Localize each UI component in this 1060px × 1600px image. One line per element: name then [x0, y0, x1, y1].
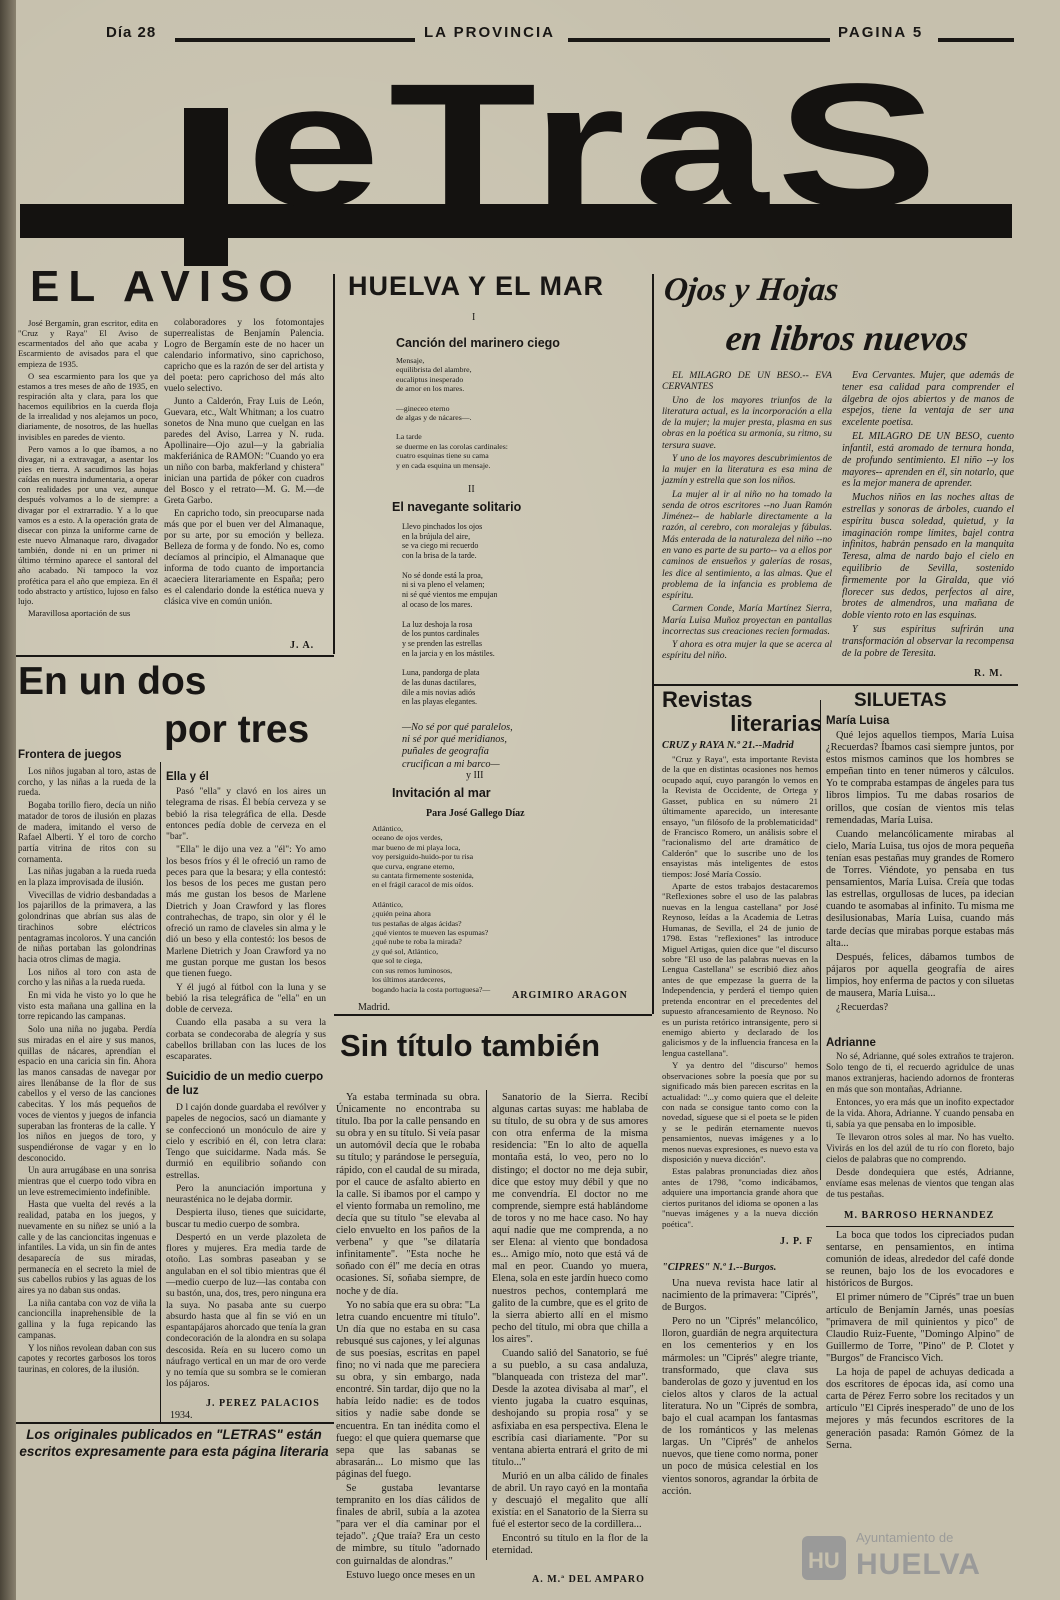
endos-column-2b	[166, 1102, 326, 1392]
poem-line: de algas y de nácares—.	[396, 413, 472, 423]
revistas-entry-2	[662, 1278, 818, 1500]
header-rule-1	[175, 38, 415, 42]
poem-line: su cantata firmemente sostenida,	[372, 871, 474, 881]
endos-signature: J. PEREZ PALACIOS	[206, 1398, 320, 1409]
poem-line: que curva, engrane eterno,	[372, 861, 455, 871]
revistas-title-line-2: literarias	[730, 711, 822, 736]
rule-endos-bottom	[16, 1422, 334, 1424]
endos-column-1	[18, 766, 156, 1377]
stanza-gap	[396, 422, 646, 432]
rule-huelva-bottom	[334, 1014, 652, 1016]
column-rule-sintitulo	[486, 1090, 487, 1560]
huelva-section-1-number: I	[472, 312, 476, 323]
paragraph: Las niñas jugaban a la rueda rueda en la plaza improvisada de ilusión.	[18, 866, 156, 888]
revistas-entry-1	[662, 754, 818, 1231]
siluetas-signature: M. BARROSO HERNANDEZ	[844, 1210, 995, 1221]
poem-line: ¿y qué sol, Atlántico,	[372, 946, 439, 956]
header-rule-2	[568, 38, 830, 42]
paragraph: "Ella" le dijo una vez a "él": Yo amo los besos fríos y él le ofreció un ramo de peces para que la besara; y ella contestó: los besos de los peces me gustan pero más me gustan los besos de Marlene Dietrich y Joan Crawford y las flores contrahechas, de trapo, sin olor y él le ofreció un ramo de claveles sin alma y le dió un beso y ella contestó: los besos de Marlene Dietrich y Joan Crawford ya no me gustan porque me gustan los besos que tienen fuego.	[166, 844, 326, 980]
siluetas-continuation-text	[826, 1230, 1014, 1454]
poem-line: oceano de ojos verdes,	[372, 833, 443, 843]
paragraph: Uno de los mayores triunfos de la literatura actual, es la incorporación a ella de la mujer; la mujer presta, plasma en sus obras en la poética su armonía, su ritmo, su tersura suave.	[662, 394, 832, 451]
poem-line: dile a mis novias adiós	[402, 687, 476, 697]
paragraph: Junto a Calderón, Fray Luis de León, Guevara, etc., Walt Whitman; a los cuatro sonetos de Nna muno que cuelgan en las paredes del Aviso, Larrea y N. ruda. Apollinaire—Ojo azul—y la gabrialia makferiánica de RAMON: "Cuando yo era un niño con barba, makferland y chistera" inician una partida de póker con cuadros del Bosco y el retrato—M. G. M.—de Greta Garbo.	[164, 396, 324, 506]
masthead-letras	[16, 58, 1016, 268]
poem-line: voy persiguido-huido-por tu risa	[372, 852, 474, 862]
huelva-section-3-title: Invitación al mar	[392, 786, 491, 800]
paragraph: Te llevaron otros soles al mar. No has vuelto. Vivirás en los del azúl de tu río con floreto, bajo cielos de palabras que no comprendo.	[826, 1132, 1014, 1165]
paragraph: Entonces, yo era más que un inofito expectador de la vida. Ahora, Adrianne. Y cuando pensaba en ti, sabía ya que pensaba en lo imposible.	[826, 1097, 1014, 1130]
paragraph: Se gustaba levantarse tempranito en los días cálidos de finales de abril, subía a la azotea "para ver el día caminar por el tejado". ¿Que traía? Era un cesto de mimbre, su título "adornado con guirnaldas de alondras."	[336, 1483, 480, 1567]
poem-line: crucifican a mi barco—	[402, 758, 500, 770]
paragraph: colaboradores y los fotomontajes superrealistas de Benjamín Palencia. Logro de Bergamín este de no hacer un calendario informativo, sino caprichoso, capricho que es la razón de ser del artista y del poeta: pero caprichoso del más alto vuelo selectivo.	[164, 318, 324, 394]
endos-subtitle-frontera: Frontera de juegos	[18, 749, 122, 761]
ojos-title-line-2: en libros nuevos	[723, 318, 971, 358]
watermark-line-2: HUELVA	[856, 1548, 981, 1581]
poem-line: mar bueno de mi playa loca,	[372, 842, 461, 852]
paragraph: Desde dondequiera que estés, Adrianne, envíame esas melenas de vientos que tengan alas de tus pestañas.	[826, 1167, 1014, 1200]
revistas-entry-1-head: CRUZ y RAYA N.º 21.--Madrid	[662, 740, 794, 751]
poem-line: en la jarcia y en los mástiles.	[402, 648, 495, 658]
huelva-poem-2-coda	[402, 722, 647, 771]
poem-line: de amor en los mares.	[396, 384, 465, 394]
paragraph: Cuando ella pasaba a su vera la corbata se condecoraba de alegría y sus cabellos brillaban con las luces de los escaparates.	[166, 1017, 326, 1063]
paragraph: Un aura arrugábase en una sonrisa mientras que el cuerpo todo vibra en un leve estremecimiento indefinible.	[18, 1165, 156, 1197]
column-rule-middle	[652, 274, 654, 1014]
paragraph: Carmen Conde, María Martínez Sierra, María Luisa Muñoz proyectan en pantallas incorrectas sus creaciones recien formadas.	[662, 603, 832, 637]
paragraph: Despertó en un verde plazoleta de flores y mujeres. Era media tarde de otoño. Las sombras paseaban y se angulaban en el sol tibio mientras que él—medio cuerpo de luz—las contaba con su bastón, una, dos, tres, pero ninguna era la suya. No pasaba ante su cuerpo absurdo hasta que al fin se vió en un espantapájaros ahorcado que tenía la gran condecoración de la alondra en su solapa descosida. Reía en su lucero como un náufrago vertical en un mar de oro verde y no temía que su sombra se le comieran los pájaros.	[166, 1231, 326, 1390]
huelva-poem-2	[402, 522, 647, 717]
stanza-gap	[396, 394, 646, 404]
el-aviso-title: EL AVISO	[30, 262, 302, 311]
poem-line: en la brújula del aire,	[402, 531, 471, 541]
poem-line: Atlántico,	[372, 824, 403, 833]
poem-line: Atlántico,	[372, 899, 403, 909]
huelva-place: Madrid.	[358, 1002, 390, 1013]
huelva-title: HUELVA Y EL MAR	[348, 271, 605, 301]
el-aviso-signature: J. A.	[290, 640, 315, 651]
poem-line: ni sé por qué meridianos,	[402, 734, 507, 746]
siluetas-title: SILUETAS	[854, 690, 947, 711]
header-newspaper: LA PROVINCIA	[424, 24, 555, 41]
paragraph: EL MILAGRO DE UN BESO.-- EVA CERVANTES	[662, 370, 832, 393]
el-aviso-column-1	[18, 318, 158, 620]
poem-line: se va ciego mi recuerdo	[402, 541, 479, 551]
paragraph: Encontró su título en la flor de la eternidad.	[492, 1533, 648, 1557]
poem-line: ¿qué vientos te mueven las espumas?	[372, 928, 489, 938]
paragraph: Bogaba torillo fiero, decía un niño matador de toros de ilusión en plazas de madera, imitando el verso de Rafael Alberti. Y el toro de corcho partía vitrina de ritos con su cornamenta.	[18, 800, 156, 864]
siluetas-rule	[826, 1226, 1014, 1227]
huelva-poem-3	[372, 824, 642, 1004]
paragraph: La niña cantaba con voz de viña la cancioncilla inaprehensible de la gallina y la fuga repicando las campanas.	[18, 1297, 156, 1340]
poem-line: Luna, pandorga de plata	[402, 668, 480, 678]
header-day: Día 28	[106, 24, 157, 41]
revistas-entry-2-head: "CIPRES" N.º 1.--Burgos.	[662, 1262, 777, 1273]
paragraph: Vivecillas de vidrio desbandadas a los pajarillos de la primavera, a las golondrinas que abrían sus alas de tirachinos sobre eléctricos pentagramas incoloros. Y una canción de niñas portaban las golondrinas hacia otros climas de magia.	[18, 889, 156, 964]
huelva-signature: ARGIMIRO ARAGON	[512, 990, 628, 1001]
poem-line: equilibrista del alambre,	[396, 365, 472, 375]
poem-line: se duerme en las corolas cardinales:	[396, 441, 508, 451]
header-page: PAGINA 5	[838, 24, 924, 41]
paragraph: Pasó "ella" y clavó en los aires un telegrama de risas. Él bebía cerveza y se bebió la risa telegráfica de ella. Desde entonces pedía doble de cerveza en el "bar".	[166, 786, 326, 843]
paragraph: Maravillosa aportación de sus	[28, 607, 131, 618]
ojos-signature: R. M.	[974, 668, 1004, 679]
rule-aviso-bottom	[16, 655, 334, 657]
poem-line: en las playas elegantes.	[402, 697, 478, 707]
huelva-section-2-title: El navegante solitario	[392, 500, 522, 514]
poem-line: con sus remos luminosos,	[372, 965, 453, 975]
paragraph: Hasta que vuelta del revés a la realidad, pataba en los juegos, y nuevamente en su niñez se unió a la calle y de las cancioncitas ingenuas e infantiles. La vida, un sin fin de antes desaparecía de sus miradas, permanecía en el secreto la miel de sus cabellos rubios y las aguas de los aires ya no daban sus ondas.	[18, 1199, 156, 1296]
sintitulo-column-1	[336, 1092, 480, 1584]
paragraph: Y los niños revolean daban con sus capotes y recortes garbosos los toros taurinas, en colores, de la ilusión.	[18, 1342, 156, 1374]
poem-line: —gineceo eterno	[396, 403, 450, 413]
paragraph: Aparte de estos trabajos destacaremos "Reflexiones sobre el uso de las palabras nuevas en la lengua castellana" por José Reynoso, leídas a la Academia de Letras Humanas, de Sevilla, el 24 de junio de 1798. Estas "reflexiones" las introduce Miguel Artigas, quien dice que "el discurso sobre "El uso de las palabras nuevas en la Lengua Castellana" se escribió diez años antes de que empezase la guerra de la Independencia, y perderá el tiempo quien pretenda encontrar en el precedentes del supuesto afrancesamiento de Reynoso. No es un purista retórico intransigente, pero si enemigo abierto y declarado de los galicismos y de la influencia francesa en la lengua castellana".	[662, 881, 818, 1058]
paragraph: Y ya dentro del "discurso" hemos observaciones sobre la poesía que por su significado más bien parecen escritas en la actualidad: "...y como quiera que el deleite con nada se consigue tanto como con la novedad, síguese que si el poeta se le piden y se le pedirán eternamente nuevos pensamientos, nuevas imágenes y a lo menos nuevas expresiones, es nuevo esta va disposición y nueva dicción".	[662, 1060, 818, 1165]
paragraph: Estas palabras pronunciadas diez años antes de 1798, "como indicábamos, adquiere una importancia grande ahora que ciertos puritanos del idioma se oponen a las "nuevas imágenes y a la nueva dicción poética".	[662, 1166, 818, 1229]
paragraph: Cuando melancólicamente mirabas al cielo, María Luisa, tus ojos de mora pequeña tenían esas pestañas muy grandes de Romero de Torres. Viéndote, yo pensaba en tus pensamientos, María Luisa. Creía que todas las estrellas, orgullosas de luces, pa idecian cuando te asomabas al infinito. Tu misma me desilusionabas, María Luisa, cuando más tarde decías que mirabas porque estabas más alta...	[826, 828, 1014, 949]
ojos-column-2	[842, 370, 1014, 662]
stanza-gap	[396, 470, 646, 480]
paragraph: Cuando salió del Sanatorio, se fué a su pueblo, a su casa andaluza, "blanqueada con tristeza del mar". Desde la azotea divisaba al mar", el viento jugaba la cuatro esquinas, deshojando su propia rosa" y se asfixiaba en esa perspectiva. Elena le escribía casi diariamente. "Por su ventana abierta entrará el grito de mi título..."	[492, 1347, 648, 1468]
column-rule-left	[333, 274, 335, 654]
poem-line: bogando hacia la costa portuguesa?—	[372, 984, 491, 994]
endos-subtitle-suicidio: Suicidio de un medio cuerpo de luz	[166, 1071, 324, 1097]
svg-text:eTraS: eTraS	[246, 58, 946, 244]
poem-line: cuatro esquinas tiene su cama	[396, 451, 489, 461]
poem-line: y en cada esquina un mensaje.	[396, 460, 491, 470]
huelva-section-2-number: II	[468, 484, 475, 495]
header-rule-3	[938, 38, 1014, 42]
rule-ojos-bottom	[654, 684, 1018, 686]
paragraph: Estuvo luego once meses en un	[346, 1569, 475, 1581]
stanza-gap	[402, 658, 647, 668]
watermark-line-1: Ayuntamiento de	[856, 1530, 954, 1545]
paragraph: Despierta iluso, tienes que suicidarte, buscar tu medio cuerpo de sombra.	[166, 1207, 326, 1230]
paragraph: La hoja de papel de achuyas dedicada a dos escritores de épocas ida, así como una carta de Pérez Ferro sobre los recitados y un artículo "El Ciprés inesperado" de uno de los mejores y más fecundos escritores de la generación pasada: Ramón Gómez de la Serna.	[826, 1367, 1014, 1451]
paragraph: Los niños jugaban al toro, astas de corcho, y las niñas a la rueda de la rueda.	[18, 766, 156, 798]
poem-line: en el frágil caracol de mis oídos.	[372, 880, 474, 890]
endos-title-line-2: por tres	[164, 708, 310, 751]
archive-watermark	[800, 1528, 1020, 1588]
paragraph: Y ahora es otra mujer la que se acerca al espíritu del niño.	[662, 639, 832, 662]
poem-line: de los puntos cardinales	[402, 629, 480, 639]
paragraph: Eva Cervantes. Mujer, que además de tener esa calidad para comprender el álgebra de ojos abiertos y de manos de espejos, tiene la ventaja de ser una excelente poetisa.	[842, 370, 1014, 429]
poem-line: Llevo pinchados los ojos	[402, 522, 483, 531]
poem-line: de las dunas dactilares,	[402, 677, 477, 687]
el-aviso-column-2	[164, 318, 324, 610]
poem-line: eucaliptus inesperado	[396, 374, 464, 384]
poem-line: al ocaso de los mares.	[402, 599, 473, 609]
paragraph: Después, felices, dábamos tumbos de pájaros por aquella geografía de aires limpios, hoy enferma de pactos y con siluetas de mausera, María Luisa...	[826, 951, 1014, 999]
huelva-section-1-title: Canción del marinero ciego	[396, 336, 560, 350]
stanza-gap	[402, 610, 647, 620]
siluetas-subtitle-maria-luisa: María Luisa	[826, 715, 890, 727]
paragraph: O sea escarmiento para los que ya estamos a tres meses de año de 1935, en respiración alta y clara, para los que hacemos equilibrios en la cuerda floja de la irrealidad y nos alejamos un poco, diariamente, de nosotros, de las huellas invisibles en paredes de viento.	[18, 370, 158, 442]
column-rule-right	[820, 700, 821, 1180]
page-spine	[0, 0, 16, 1600]
paragraph: José Bergamín, gran escritor, edita en "Cruz y Raya" El Aviso de escarmentados del año que acaba y Escarmiento de avisados para el que empieza de 1935.	[18, 318, 158, 369]
paragraph: El primer número de "Ciprés" trae un buen artículo de Benjamín Jarnés, unas poesías "primavera de mil quinientos y pico" de Claudio Ruiz-Fuente, "Domingo Alpino" de Guillermo de Torre, "Pino" de P. Clotet y "Burgos" de Francisco Vich.	[826, 1292, 1014, 1364]
paragraph: D l cajón donde guardaba el revólver y papeles de negocios, sacó un diamante y se confeccionó un monóculo de aire y cielo y escribió en él, con letra clara: Tengo que suicidarme. Nada más. Se durmió en equilibrio soñando con estrellas.	[166, 1102, 326, 1181]
paragraph: Pero no un "Ciprés" melancólico, lloron, guardián de negra arquitectura en los cementerios y en los mármoles: un "Ciprés" alegre triante, transformado, que clava sus banderolas de gozo y juventud en los cielos altos y claros de la actual literatura. No un "Ciprés de sombra, bajo el cual acampan los fantasmas de los románticos y las melenas largas. Un "Ciprés" de anhelos nuevos, que tiene como norma, poner un poco de música celestial en los vientos sonoros, agrandar la órbita de acción.	[662, 1316, 818, 1497]
sintitulo-title: Sin título también	[340, 1028, 601, 1063]
paragraph: Sanatorio de la Sierra. Recibí algunas cartas suyas: me hablaba de su título, de su obra y de sus amores con otra enferma de la misma residencia: "En lo alto de aquella montaña está, lo veo, pero no lo distingo; el doctor no me deja subir, dice que estoy muy débil y que no me convendría. El doctor no me comprende, siempre está hablándome de toros y no me hace caso. No hay aquí nadie que me comprenda, a no ser Elena: al viento que bondadosa es... Amigo mío, noto que está vá de mal en peor. Cuando yo muera, Elena, sola en este jardín hueco como nuestros pechos, contemplará me galito de la cumbre, que es el grito de la sierra abierto allí en el mismo pecho del título, mi obra que chilla a los aires".	[492, 1092, 648, 1345]
revistas-entry-1-signature: J. P. F	[780, 1236, 814, 1247]
svg-text:HU: HU	[808, 1548, 840, 1573]
paragraph: Solo una niña no jugaba. Perdía sus miradas en el aire y sus manos, quillas de nácares, aprendían el espacio en una caricia sin fin. Ahora las manos cansadas de navegar por aires llenábanse de la flor de sus cabellos y el verso de las canciones cabecitas. Y los más pequeños de voces de vientos y juegos de infancia superaban las fronteras de la calle. Y los niños en juegos de toro, y suspendiéronse de vagar y en lo desconocido.	[18, 1024, 156, 1163]
poem-line: los últimos atardeceres,	[372, 975, 446, 985]
endos-title-line-1: En un dos	[18, 660, 207, 703]
huelva-poem-1	[396, 356, 646, 480]
paragraph: ¿Recuerdas?	[836, 1002, 889, 1014]
stanza-gap	[372, 890, 642, 900]
paragraph: Qué lejos aquellos tiempos, María Luisa ¿Recuerdas? Íbamos casi siempre juntos, por estos mismos caminos que los hombres se empeñan tinto en tener números y cálculos. Yo te compraba estampas de ángeles para tus libros limpios. Tu me dabas rosarios de orillos, que cosían de vientos mis telas remendadas, María Luisa.	[826, 730, 1014, 826]
endos-subtitle-ella: Ella y él	[166, 771, 209, 783]
huelva-section-3-number: y III	[466, 770, 484, 781]
paragraph: Pero vamos a lo que íbamos, a no divagar, ni a extravagar, a asentar los pies en tierra. A sacudirnos las hojas caídas en nuestra indumentaria, a operar con realidades por una vez, aunque después volvamos a lo de siempre: a divagar por el extrarradio. Y a lo que vamos es a esto. A la operación grata de disecar con pinza la uniforme carne de este nuevo Almanaque raro, divagador también, donde ni en un primer ni último término aparece el santoral del año acabado. Ni tampoco la voz profética para el año que empieza. En él todo abstracto y artístico, lujoso en falso lujo.	[18, 443, 158, 606]
endos-column-2	[166, 786, 326, 1064]
paragraph: Yo no sabía que era su obra: "La letra cuando encuentre mi título". Un día que no estaba en su casa rebusqué sus cajones, y leí algunas de sus poesías, escritas en papel fino; no vi nada que me pareciera su obra, y sin embargo, nada encontré. Sin tardar, dijo que no la había leído nadie: es de todos sitios y nadie sabe donde se encuentra. En tan inédita como el fuego: el que quiera quemarse que sepa que las sabanas se abrasarán... Lo mismo que las páginas del fuego.	[336, 1299, 480, 1480]
column-rule-endos	[160, 762, 161, 1422]
paragraph: En capricho todo, sin preocuparse nada más que por el buen ver del Almanaque, por su arte, por su emoción y belleza. Belleza de forma y de fondo. No es, como decíamos al principio, el Almanaque que informa de todo cuanto de importancia acaeciera literariamente en España; pero es el calendario donde la estética nueva y clásica vive en común unión.	[164, 508, 324, 607]
letras-notice: Los originales publicados en "LETRAS" están escritos expresamente para esta página literaria	[19, 1427, 329, 1459]
paragraph: Muchos niños en las noches altas de estrellas y sonoras de árboles, cuando el espíritu busca soledad, quietud, y la imaginación rompe límites, bajel contra infinitos, habrán pensado en la manquita Teresa, alma de nardo bajo el cielo en equilibrio de Sevilla, sostenido firmemente por la Giralda, que vió florecer sus dedos, perfectos al aire, brotes de almendros, una mañana de doble viento roto en las esquinas.	[842, 492, 1014, 622]
ojos-column-1	[662, 370, 832, 664]
paragraph: Ya estaba terminada su obra. Únicamente no encontraba su título. Iba por la calle pensando en su obra y en su título. Si veía pasar un automóvil decía que le robaba su título; y parándose le perseguía, rápido, con el caudal de su mirada, por el cauce de asfalto abierto en la calle. Si íbamos por el campo y el viento formaba un remolino, me decía que su título "se elevaba al cielo envuelto en los paños de la verbena" y que "se dilataría infinitamente". "Esta noche he soñado con él" me decía en otras ocasiones. Sí, soñaba siempre, de noche y de día.	[336, 1092, 480, 1297]
paragraph: En mi vida he visto yo lo que he visto esta mañana una gallina en la torre repicando las campanas.	[18, 990, 156, 1022]
poem-line: puñales de geografía	[402, 746, 489, 758]
poem-line: ¿quién peina ahora	[372, 909, 431, 919]
siluetas-maria-luisa-text	[826, 730, 1014, 1016]
ojos-title-line-1: Ojos y Hojas	[662, 272, 841, 308]
poem-line: que sol te ciega,	[372, 956, 423, 966]
poem-line: ni sé qué vientos me empujan	[402, 590, 498, 600]
poem-line: No sé donde está la proa,	[402, 570, 483, 580]
poem-line: ¿qué nube te roba la mirada?	[372, 937, 462, 947]
paragraph: Y sus espíritus sufrirán una transformación al observar la recompensa de la pobre de Teresita.	[842, 624, 1014, 659]
paragraph: Los niños al toro con asta de corcho y las niñas a la rueda rueda.	[18, 966, 156, 988]
paragraph: No sé, Adrianne, qué soles extraños te trajeron. Solo tengo de ti, el recuerdo agridulce de unas manos extranjeras, haciendo adornos de fronteras en más que son montañas, Adrianne.	[826, 1052, 1014, 1095]
sintitulo-signature: A. M.ª DEL AMPARO	[532, 1574, 645, 1585]
paragraph: Pero la anunciación importuna y neurasténica no le dejaba dormir.	[166, 1182, 326, 1206]
paragraph: EL MILAGRO DE UN BESO, cuento infantil, está aromado de ternura honda, de profundo sentimiento. El niño --y los mayores-- aprenden en él, sin notarlo, que es la mejor manera de aprender.	[842, 431, 1014, 490]
poem-line: —No sé por qué paralelos,	[402, 722, 513, 733]
paragraph: Murió en un alba cálido de finales de abril. Un rayo cayó en la montaña y descuajó el megalito que allí existía: en el Sanatorio de la Sierra su fué el estertor seco de la cordillera...	[492, 1470, 648, 1531]
paragraph: La boca que todos los cipreciados pudan sentarse, en pensamientos, en íntima comunión de ideas, alrededor del café donde se reunen, bajo los de los evocadores e históricos de Burgos.	[826, 1230, 1014, 1290]
paragraph: "Cruz y Raya", esta importante Revista de la que en distintas ocasiones nos hemos ocupado aquí, cuyo parangón lo vemos en la Revista de Occidente, de Ortega y Gasset, publica en su número 21 últimamente aparecido, un interesante ensayo, "un filósofo de la problematicidad" de Francisco Romero, un análisis sobre el "racionalismo del arte dramático de Calderón" que lo suscribe uno de los ensayistas más inteligentes de estos tiempos: José María Cossío.	[662, 754, 818, 879]
poem-line: ni si va pleno el velamen;	[402, 580, 485, 590]
paragraph: Y él jugó al fútbol con la luna y se bebió la risa telegráfica de "ella" en un doble de cerveza.	[166, 981, 326, 1016]
poem-line: tus pestañas de algas ácidas?	[372, 918, 462, 928]
masthead-logo	[16, 58, 1016, 268]
poem-line: La tarde	[396, 432, 422, 442]
paragraph: Y uno de los mayores descubrimientos de la mujer en la literatura es esa mina de jazmín y estrella que son los niños.	[662, 452, 832, 487]
sintitulo-column-2	[492, 1092, 648, 1560]
stanza-gap	[402, 707, 647, 717]
poem-line: Mensaje,	[396, 356, 425, 365]
poem-line: con la brisa de la tarde.	[402, 551, 477, 561]
poem-line: y se prenden las estrellas	[402, 638, 482, 648]
paragraph: La mujer al ir al niño no ha tomado la senda de otros escritores --no Juan Ramón Jiménez-- de hablarle directamente a la razón, al cerebro, con moralejas y fábulas. Más enterada de la naturaleza del niño --no en vano es parte de su parto-- va a ellos por caminos de ensueños y galerías de rosas, les dice al sentimiento, a las almas. Que el problema de la infancia es problema de espíritu.	[662, 488, 832, 602]
revistas-title-line-1: Revistas	[662, 687, 753, 712]
stanza-gap	[402, 561, 647, 571]
siluetas-adrianne-text	[826, 1052, 1014, 1203]
siluetas-subtitle-adrianne: Adrianne	[826, 1037, 876, 1049]
poem-line: La luz deshoja la rosa	[402, 619, 473, 629]
huelva-dedication: Para José Gallego Díaz	[426, 808, 525, 819]
paragraph: Una nueva revista hace latir al nacimiento de la primavera: "Ciprés", de Burgos.	[662, 1278, 818, 1314]
endos-year: 1934.	[170, 1410, 193, 1421]
